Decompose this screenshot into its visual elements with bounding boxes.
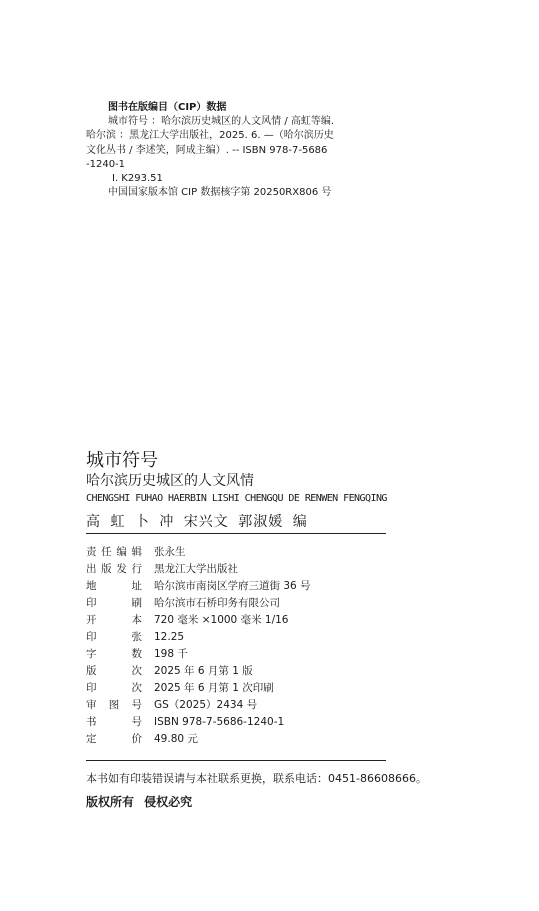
info-key: 定 价	[86, 733, 142, 745]
info-row	[86, 730, 311, 747]
info-key: 审 图 号	[86, 699, 142, 711]
info-key: 出版发行	[86, 563, 142, 575]
info-value: 2025 年 6 月第 1 版	[154, 665, 253, 677]
book-authors: 高 虹 卜 冲 宋兴文 郭淑媛 编	[86, 514, 308, 530]
cip-classification: Ⅰ. K293.51	[112, 173, 163, 185]
info-value: 哈尔滨市石桥印务有限公司	[154, 597, 280, 609]
cip-line: 城市符号 ：哈尔滨历史城区的人文风情 / 高虹等编.	[108, 116, 335, 128]
info-key: 版 次	[86, 665, 142, 677]
info-value: 49.80 元	[154, 733, 198, 745]
info-row	[86, 679, 311, 696]
info-row	[86, 713, 311, 730]
info-value: ISBN 978-7-5686-1240-1	[154, 715, 285, 728]
info-key: 责任编辑	[86, 546, 142, 558]
info-value: 张永生	[154, 546, 186, 558]
info-key: 地 址	[86, 580, 142, 592]
book-title: 城市符号	[86, 450, 158, 471]
info-key: 印 刷	[86, 597, 142, 609]
cip-line: 哈尔滨 ：黑龙江大学出版社，2025. 6. —（哈尔滨历史	[86, 130, 334, 142]
info-row	[86, 611, 311, 628]
cip-data-block	[86, 101, 406, 200]
top-divider	[86, 533, 386, 534]
bottom-divider	[86, 760, 386, 761]
info-value: 2025 年 6 月第 1 次印刷	[154, 682, 274, 694]
info-value: 黑龙江大学出版社	[154, 563, 238, 575]
info-value: 720 毫米 ×1000 毫米 1/16	[154, 614, 289, 626]
info-row	[86, 696, 311, 713]
info-row	[86, 577, 311, 594]
info-row	[86, 560, 311, 577]
copyright-notice: 版权所有 侵权必究	[86, 795, 193, 809]
info-value: GS（2025）2434 号	[154, 699, 258, 711]
info-value: 12.25	[154, 630, 185, 643]
info-key: 字 数	[86, 648, 142, 660]
cip-line: 文化丛书 / 李述笑，阿成主编）. -- ISBN 978-7-5686	[86, 144, 328, 156]
info-value: 哈尔滨市南岗区学府三道街 36 号	[154, 580, 311, 592]
info-row	[86, 543, 311, 560]
info-row	[86, 645, 311, 662]
cip-record-number: 中国国家版本馆 CIP 数据核字第 20250RX806 号	[108, 187, 332, 199]
info-value: 198 千	[154, 648, 188, 660]
book-subtitle: 哈尔滨历史城区的人文风情	[86, 473, 254, 489]
info-row	[86, 594, 311, 611]
publication-info-table	[86, 543, 311, 747]
replacement-notice: 本书如有印装错误请与本社联系更换，联系电话：0451-86608666。	[86, 772, 427, 785]
book-pinyin-title: CHENGSHI FUHAO HAERBIN LISHI CHENGQU DE RENWEN FENGQING	[86, 493, 387, 504]
info-key: 印 次	[86, 682, 142, 694]
info-key: 开 本	[86, 614, 142, 626]
cip-heading: 图书在版编目（CIP）数据	[108, 102, 227, 113]
book-title-block	[86, 450, 387, 533]
info-row	[86, 628, 311, 645]
info-row	[86, 662, 311, 679]
info-key: 书 号	[86, 716, 142, 728]
cip-line: -1240-1	[86, 158, 126, 170]
info-key: 印 张	[86, 631, 142, 643]
